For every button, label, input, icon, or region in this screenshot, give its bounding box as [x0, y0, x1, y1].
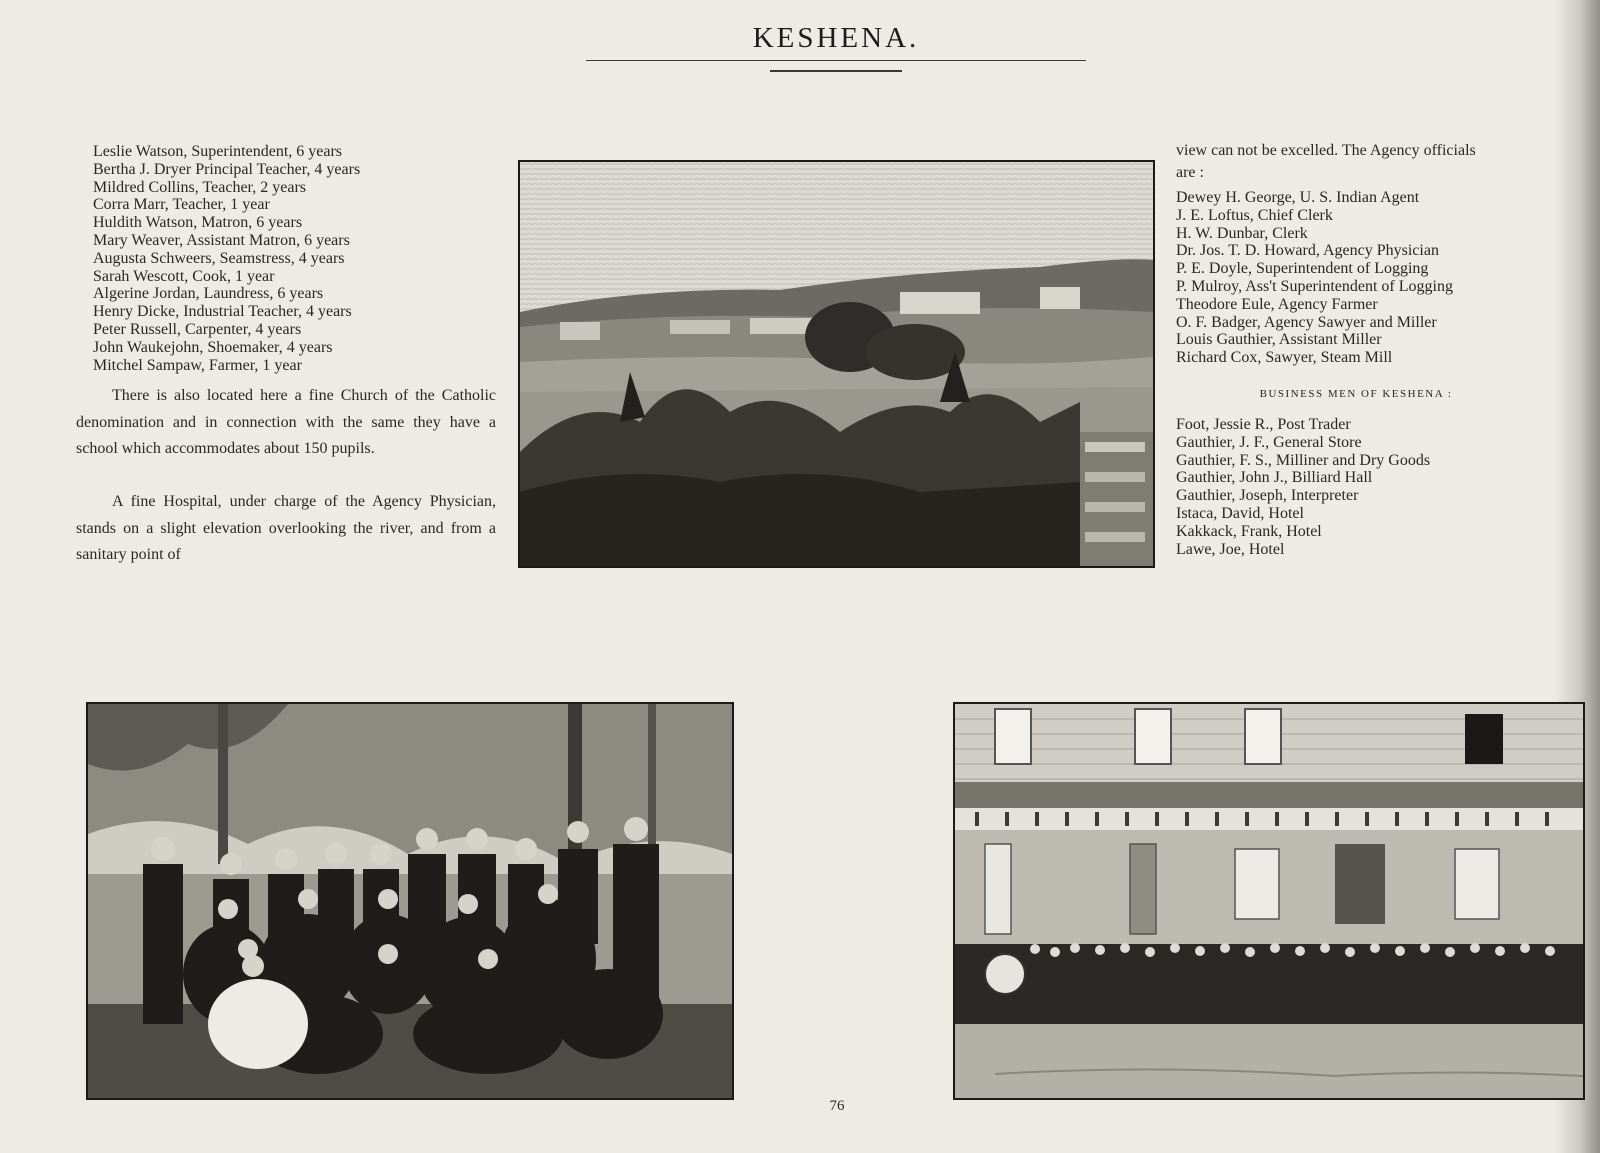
page-title: KESHENA.	[752, 22, 920, 54]
list-item: Gauthier, Joseph, Interpreter	[1176, 487, 1359, 505]
list-item: Foot, Jessie R., Post Trader	[1176, 416, 1351, 433]
agency-officials-list	[1176, 189, 1596, 367]
continued-line: view can not be excelled. The Agency officials	[1176, 142, 1476, 159]
list-item: Gauthier, F. S., Milliner and Dry Goods	[1176, 451, 1431, 469]
list-item: Augusta Schweers, Seamstress, 4 years	[93, 249, 345, 267]
landscape-photo-icon	[520, 162, 1153, 566]
list-item: Corra Marr, Teacher, 1 year	[93, 196, 270, 214]
staff-list	[93, 143, 513, 374]
page-number: 76	[829, 1098, 845, 1114]
list-item: Mildred Collins, Teacher, 2 years	[93, 178, 306, 196]
list-item: Mitchel Sampaw, Farmer, 1 year	[93, 356, 302, 374]
list-item: Sarah Wescott, Cook, 1 year	[93, 267, 275, 285]
list-item: Huldith Watson, Matron, 6 years	[93, 214, 303, 232]
list-item: Istaca, David, Hotel	[1176, 504, 1304, 522]
list-item: Gauthier, J. F., General Store	[1176, 433, 1362, 451]
group-portrait-photo-icon	[88, 704, 732, 1098]
list-item: P. Mulroy, Ass't Superintendent of Logging	[1176, 277, 1453, 295]
list-item: O. F. Badger, Agency Sawyer and Miller	[1176, 313, 1437, 331]
list-item: Theodore Eule, Agency Farmer	[1176, 295, 1378, 313]
continued-line: are :	[1176, 164, 1204, 181]
list-item: Kakkack, Frank, Hotel	[1176, 522, 1322, 540]
list-item: H. W. Dunbar, Clerk	[1176, 224, 1308, 242]
landscape-photo	[518, 160, 1155, 568]
list-item: Leslie Watson, Superintendent, 6 years	[93, 143, 343, 160]
list-item: Dewey H. George, U. S. Indian Agent	[1176, 189, 1420, 206]
list-item: Bertha J. Dryer Principal Teacher, 4 years	[93, 160, 361, 178]
school-building-photo	[953, 702, 1585, 1100]
list-item: Gauthier, John J., Billiard Hall	[1176, 469, 1373, 487]
list-item: John Waukejohn, Shoemaker, 4 years	[93, 338, 333, 356]
list-item: Algerine Jordan, Laundress, 6 years	[93, 285, 324, 303]
business-heading: BUSINESS MEN OF KESHENA :	[1259, 388, 1453, 400]
hospital-paragraph: A fine Hospital, under charge of the Agency Physician, stands on a slight elevation overlooking the river, and from a sanitary point of	[76, 493, 496, 563]
list-item: J. E. Loftus, Chief Clerk	[1176, 206, 1333, 224]
list-item: Dr. Jos. T. D. Howard, Agency Physician	[1176, 242, 1439, 260]
list-item: Peter Russell, Carpenter, 4 years	[93, 320, 302, 338]
list-item: Lawe, Joe, Hotel	[1176, 540, 1285, 558]
title-rule	[586, 60, 1086, 61]
list-item: Henry Dicke, Industrial Teacher, 4 years	[93, 303, 352, 321]
business-list	[1176, 416, 1596, 558]
title-underline	[770, 70, 902, 72]
list-item: Mary Weaver, Assistant Matron, 6 years	[93, 231, 350, 249]
group-portrait-photo	[86, 702, 734, 1100]
church-paragraph: There is also located here a fine Church of the Catholic denomination and in connection with the same they have a school which accommodates about 150 pupils.	[76, 387, 496, 457]
list-item: P. E. Doyle, Superintendent of Logging	[1176, 260, 1429, 278]
list-item: Richard Cox, Sawyer, Steam Mill	[1176, 349, 1393, 367]
list-item: Louis Gauthier, Assistant Miller	[1176, 331, 1382, 349]
school-building-photo-icon	[955, 704, 1583, 1098]
continued-paragraph	[1176, 140, 1596, 184]
